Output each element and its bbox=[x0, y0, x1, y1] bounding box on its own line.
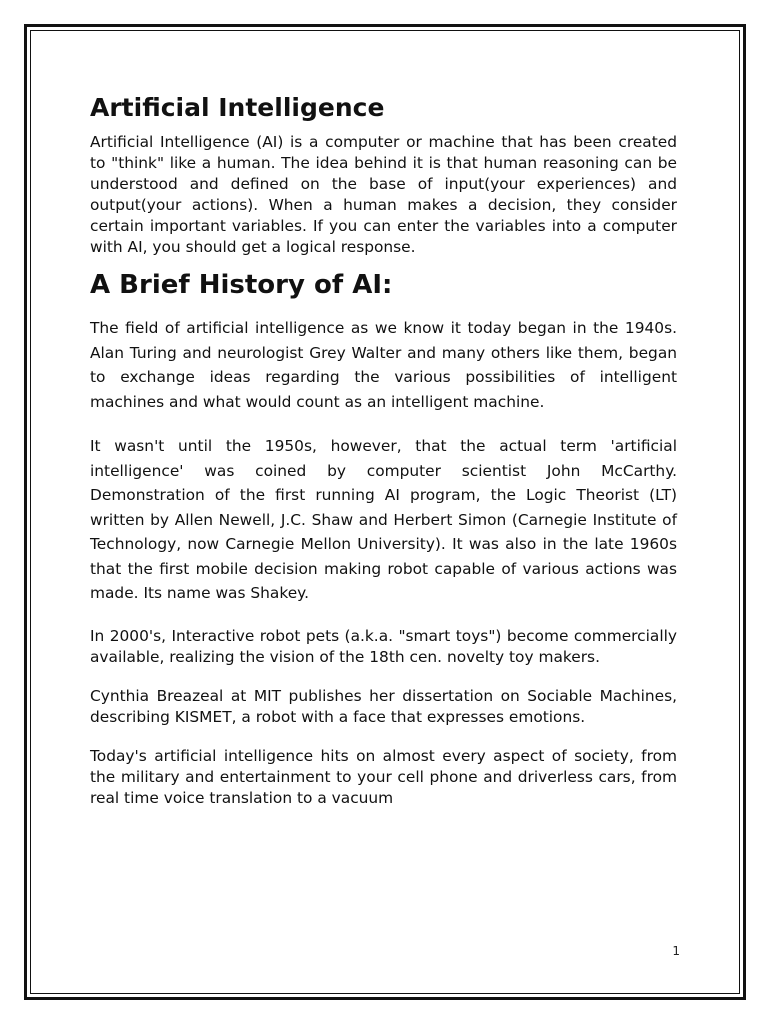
page-number: 1 bbox=[672, 944, 680, 958]
history-paragraph-2000s: In 2000's, Interactive robot pets (a.k.a. "smart toys") become commercially available, realizing the vision of the 18th cen. novelty toy makers. bbox=[90, 626, 677, 666]
history-paragraph-kismet: Cynthia Breazeal at MIT publishes her dissertation on Sociable Machines, describing KISMET, a robot with a face that expresses emotions. bbox=[90, 686, 677, 726]
intro-paragraph: Artificial Intelligence (AI) is a computer or machine that has been created to "think" like a human. The idea behind it is that human reasoning can be understood and defined on the base of input(your experiences) and output(your actions). When a human makes a decision, they consider certain important variables. If you can enter the variables into a computer with AI, you should get a logical response. bbox=[90, 133, 677, 256]
history-paragraph-1940s: The field of artificial intelligence as we know it today began in the 1940s. Alan Turing and neurologist Grey Walter and many others like them, began to exchange ideas regarding the various possibilities of intelligent machines and what would count as an intelligent machine. bbox=[90, 319, 677, 411]
page-content bbox=[90, 92, 677, 809]
document-title: Artificial Intelligence bbox=[90, 93, 385, 122]
history-heading: A Brief History of AI: bbox=[90, 270, 393, 300]
history-paragraph-today: Today's artificial intelligence hits on almost every aspect of society, from the military and entertainment to your cell phone and driverless cars, from real time voice translation to a vacuum bbox=[90, 746, 677, 807]
history-paragraph-1950s: It wasn't until the 1950s, however, that the actual term 'artificial intelligence' was coined by computer scientist John McCarthy. Demonstration of the first running AI program, the Logic Theorist (LT) written by Allen Newell, J.C. Shaw and Herbert Simon (Carnegie Institute of Technology, now Carnegie Mellon University). It was also in the late 1960s that the first mobile decision making robot capable of various actions was made. Its name was Shakey. bbox=[90, 437, 677, 602]
